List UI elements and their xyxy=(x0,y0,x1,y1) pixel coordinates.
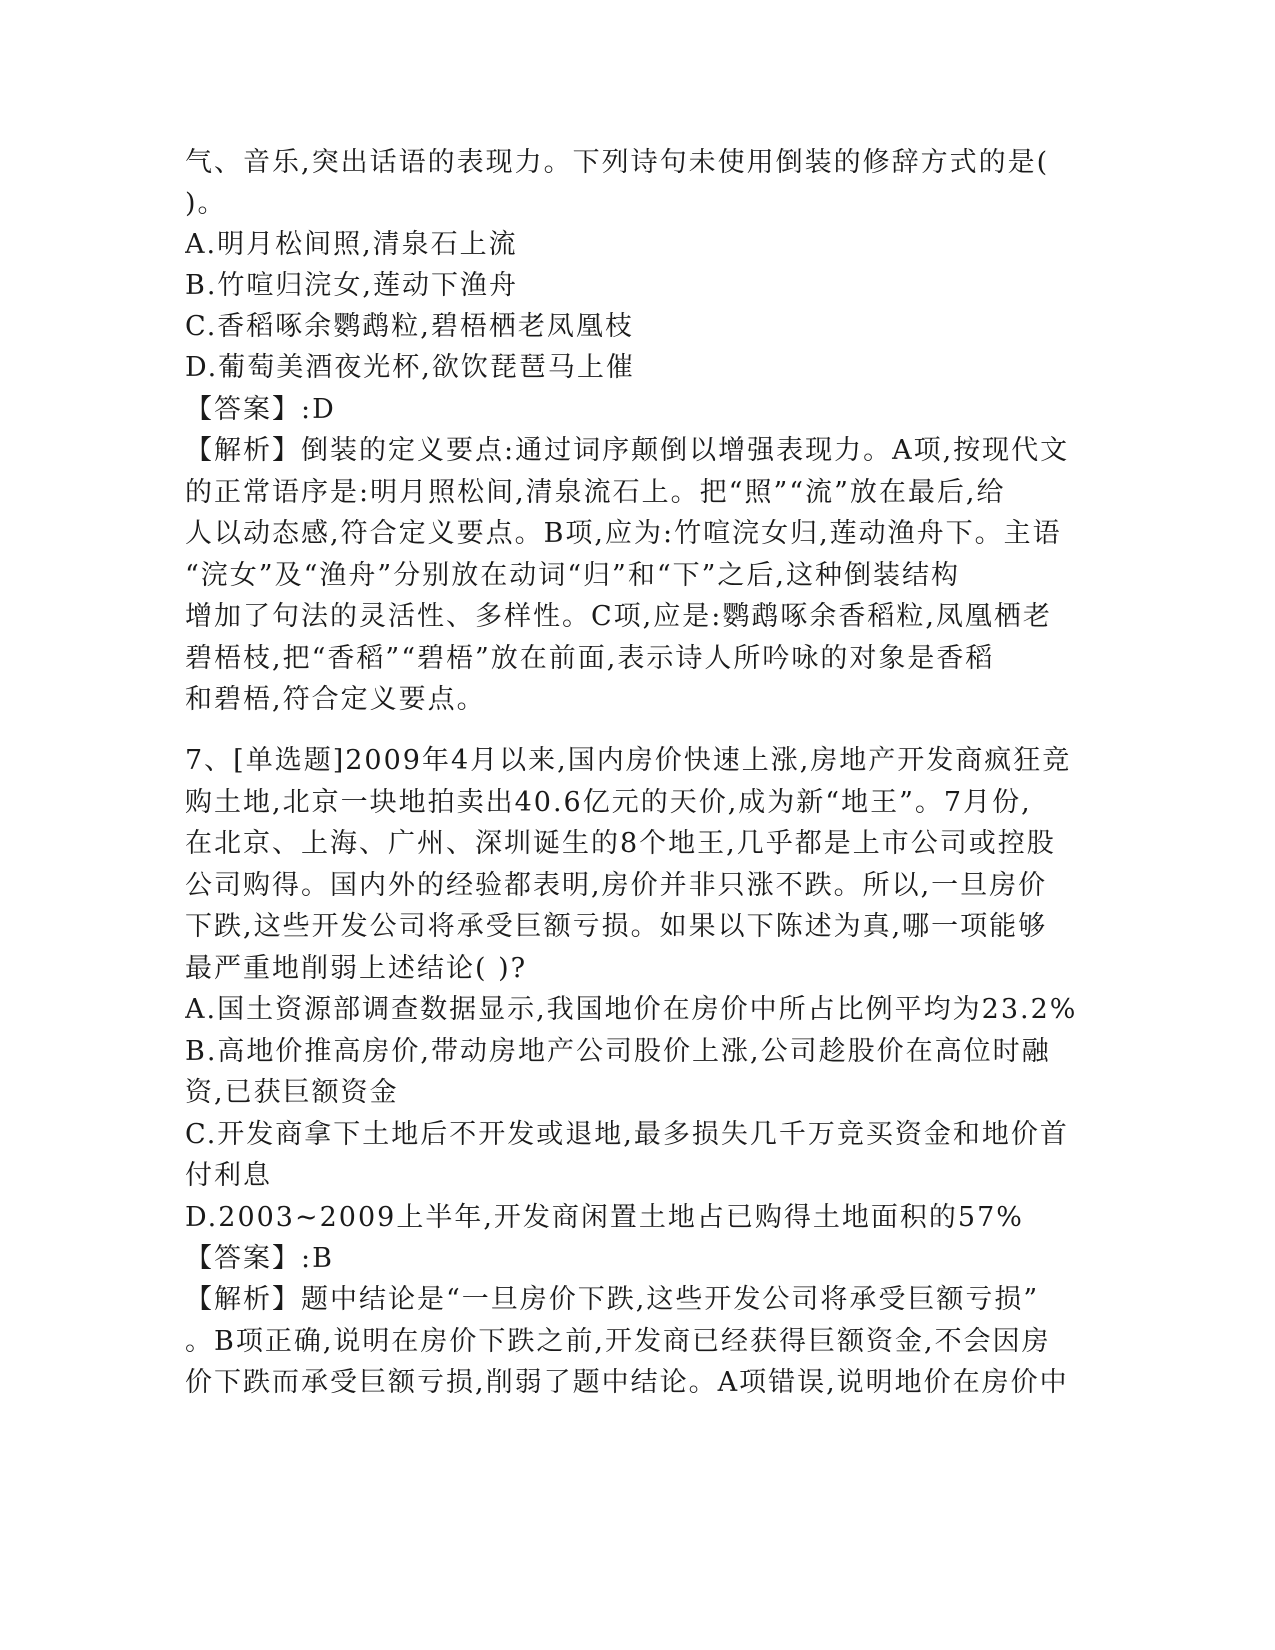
q6-analysis-line: 和碧梧,符合定义要点。 xyxy=(185,684,486,715)
q7-stem-line: 最严重地削弱上述结论( )? xyxy=(185,953,528,984)
q6-option-c: C.香稻啄余鹦鹉粒,碧梧栖老凤凰枝 xyxy=(185,311,634,342)
q7-option-c-cont: 付利息 xyxy=(185,1160,272,1191)
q6-analysis-line: 人以动态感,符合定义要点。B项,应为:竹喧浣女归,莲动渔舟下。主语 xyxy=(185,518,1062,549)
q6-analysis-line: 【解析】倒装的定义要点:通过词序颠倒以增强表现力。A项,按现代文 xyxy=(185,435,1070,466)
q7-analysis-line: 【解析】题中结论是“一旦房价下跌,这些开发公司将承受巨额亏损” xyxy=(185,1284,1040,1315)
q7-analysis-line: 价下跌而承受巨额亏损,削弱了题中结论。A项错误,说明地价在房价中 xyxy=(185,1367,1069,1398)
q6-analysis-line: “浣女”及“渔舟”分别放在动词“归”和“下”之后,这种倒装结构 xyxy=(185,560,961,591)
q7-answer: 【答案】:B xyxy=(185,1243,334,1274)
q7-option-a: A.国土资源部调查数据显示,我国地价在房价中所占比例平均为23.2% xyxy=(185,994,1078,1025)
q6-analysis-line: 的正常语序是:明月照松间,清泉流石上。把“照”“流”放在最后,给 xyxy=(185,477,1006,508)
q6-stem-line: )。 xyxy=(185,188,227,219)
q7-option-c: C.开发商拿下土地后不开发或退地,最多损失几千万竞买资金和地价首 xyxy=(185,1119,1069,1150)
q6-option-b: B.竹喧归浣女,莲动下渔舟 xyxy=(185,270,519,301)
q7-stem-line: 下跌,这些开发公司将承受巨额亏损。如果以下陈述为真,哪一项能够 xyxy=(185,911,1048,942)
q7-stem-line: 7、[单选题]2009年4月以来,国内房价快速上涨,房地产开发商疯狂竞 xyxy=(185,745,1072,776)
q7-option-d: D.2003~2009上半年,开发商闲置土地占已购得土地面积的57% xyxy=(185,1202,1024,1233)
q6-answer: 【答案】:D xyxy=(185,394,336,425)
q7-option-b-cont: 资,已获巨额资金 xyxy=(185,1077,399,1108)
q6-analysis-line: 增加了句法的灵活性、多样性。C项,应是:鹦鹉啄余香稻粒,凤凰栖老 xyxy=(185,601,1052,632)
q7-stem-line: 公司购得。国内外的经验都表明,房价并非只涨不跌。所以,一旦房价 xyxy=(185,870,1048,901)
q7-stem-line: 在北京、上海、广州、深圳诞生的8个地王,几乎都是上市公司或控股 xyxy=(185,828,1056,859)
q6-option-d: D.葡萄美酒夜光杯,欲饮琵琶马上催 xyxy=(185,352,635,383)
q7-stem-line: 购土地,北京一块地拍卖出40.6亿元的天价,成为新“地王”。7月份, xyxy=(185,787,1032,818)
q6-option-a: A.明月松间照,清泉石上流 xyxy=(185,229,518,260)
q7-option-b: B.高地价推高房价,带动房地产公司股价上涨,公司趁股价在高位时融 xyxy=(185,1036,1051,1067)
q6-stem-line: 气、音乐,突出话语的表现力。下列诗句未使用倒装的修辞方式的是( xyxy=(185,147,1050,178)
q7-analysis-line: 。B项正确,说明在房价下跌之前,开发商已经获得巨额资金,不会因房 xyxy=(185,1326,1051,1357)
q6-analysis-line: 碧梧枝,把“香稻”“碧梧”放在前面,表示诗人所吟咏的对象是香稻 xyxy=(185,643,995,674)
